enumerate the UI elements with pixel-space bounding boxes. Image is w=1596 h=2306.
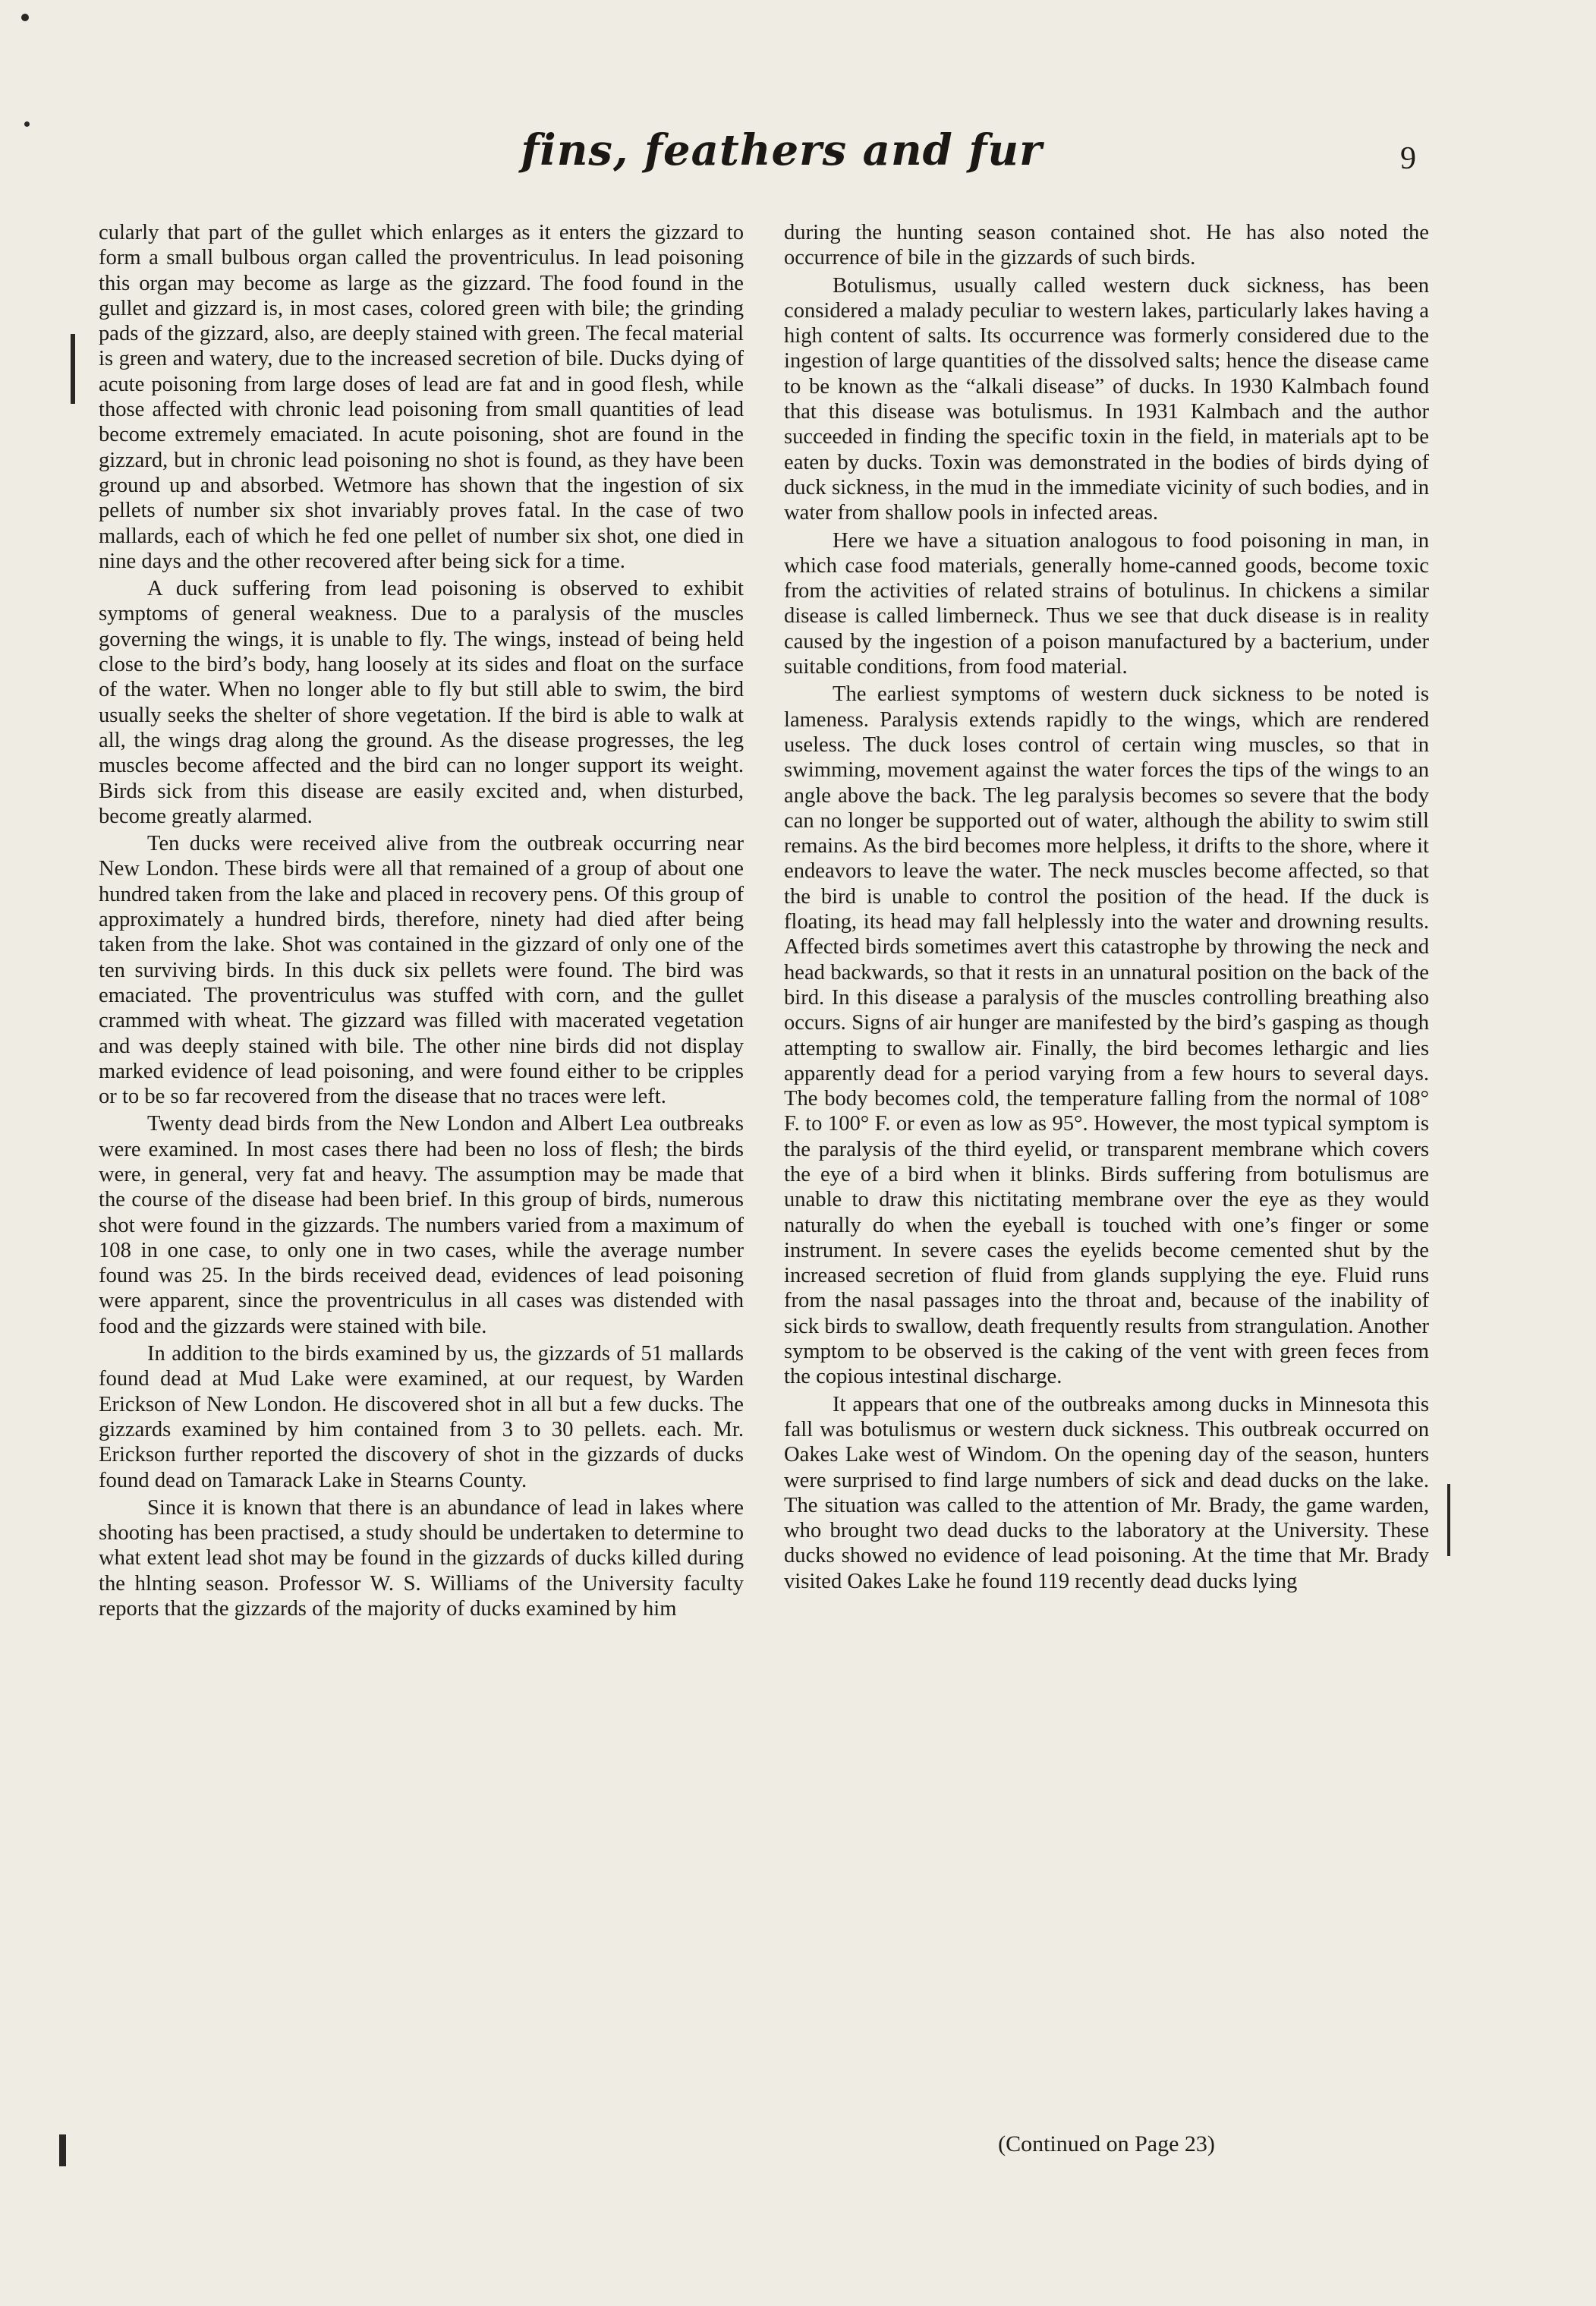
paragraph: Ten ducks were received alive from the outbreak occurring near New London. These birds were all that remained of a group of about one hundred taken from the lake and placed in recovery pens. Of this group of approximately a hundred birds, therefore, ninety had died after being taken from the lake. Shot was contained in the gizzard of only one of the ten surviving birds. In this duck six pellets were found. The bird was emaciated. The proventriculus was stuffed with corn, and the gullet crammed with wheat. The gizzard was filled with macerated vegetation and was deeply stained with bile. The other nine birds did not display marked evidence of lead poisoning, and were found either to be cripples or to be so far recovered from the disease that no traces were left. xyxy=(99,832,744,1109)
right-column xyxy=(784,220,1429,1596)
paragraph: The earliest symptoms of western duck sickness to be noted is lameness. Paralysis extends rapidly to the wings, which are rendered useless. The duck loses control of certain wing muscles, so that in swimming, movement against the water forces the tips of the wings to an angle above the back. The leg paralysis becomes so severe that the body can no longer be supported out of water, although the ability to swim still remains. As the bird becomes more helpless, it drifts to the shore, where it endeavors to leave the water. The neck muscles become affected, so that the bird is unable to control the position of the head. If the duck is floating, its head may fall helplessly into the water and drowning results. Affected birds sometimes avert this catastrophe by throwing the neck and head backwards, so that it rests in an unnatural position on the back of the bird. In this disease a paralysis of the muscles controlling breathing also occurs. Signs of air hunger are manifested by the bird’s gasping as though attempting to swallow air. Finally, the bird becomes lethargic and lies apparently dead for a period varying from a few hours to several days. The body becomes cold, the temperature falling from the normal of 108° F. to 100° F. or even as low as 95°. However, the most typical symptom is the paralysis of the third eyelid, or transparent membrane which covers the eye of a bird when it blinks. Birds suffering from botulismus are unable to draw this nictitating membrane over the eye as they would naturally do when the eyeball is touched with one’s finger or some instrument. In severe cases the eyelids become cemented shut by the increased secretion of fluid from glands supplying the eye. Fluid runs from the nasal passages into the throat and, because of the inability of sick birds to swallow, death frequently results from strangulation. Another symptom to be observed is the caking of the vent with green feces from the copious intestinal discharge. xyxy=(784,682,1429,1389)
paragraph: during the hunting season contained shot. He has also noted the occurrence of bile in the gizzards of such birds. xyxy=(784,221,1429,270)
left-column xyxy=(99,220,744,1624)
margin-mark xyxy=(1447,1484,1450,1556)
paragraph: Botulismus, usually called western duck sickness, has been considered a malady peculiar to western lakes, particularly lakes having a high content of salts. Its occurrence was formerly considered due to the ingestion of large quantities of the dissolved salts; hence the disease came to be known as the “alkali disease” of ducks. In 1930 Kalmbach found that this disease was botulismus. In 1931 Kalmbach and the author succeeded in finding the specific toxin in the field, in materials apt to be eaten by ducks. Toxin was demonstrated in the bodies of birds dying of duck sickness, in the mud in the immediate vicinity of such bodies, and in water from shallow pools in infected areas. xyxy=(784,273,1429,525)
margin-mark xyxy=(59,2134,66,2166)
continued-note: (Continued on Page 23) xyxy=(998,2131,1215,2156)
print-speck xyxy=(24,121,30,127)
paragraph: Twenty dead birds from the New London and Albert Lea outbreaks were examined. In most cases there had been no loss of flesh; the birds were, in general, very fat and heavy. The assumption may be made that the course of the disease had been brief. In this group of birds, numerous shot were found in the gizzards. The numbers varied from a maximum of 108 in one case, to only one in two cases, while the average number found was 25. In the birds received dead, evidences of lead poisoning were apparent, since the proventriculus in all cases was distended with food and the gizzards were stained with bile. xyxy=(99,1112,744,1338)
paragraph: It appears that one of the outbreaks among ducks in Minnesota this fall was botulismus or western duck sickness. This outbreak occurred on Oakes Lake west of Windom. On the opening day of the season, hunters were surprised to find large numbers of sick and dead ducks on the lake. The situation was called to the attention of Mr. Brady, the game warden, who brought two dead ducks to the laboratory at the University. These ducks showed no evidence of lead poisoning. At the time that Mr. Brady visited Oakes Lake he found 119 recently dead ducks lying xyxy=(784,1392,1429,1593)
masthead: fins, feathers and fur xyxy=(521,125,1043,175)
paragraph: Here we have a situation analogous to food poisoning in man, in which case food materials, generally home-canned goods, become toxic from the activities of related strains of botulinus. In chickens a similar disease is called limberneck. Thus we see that duck disease is in reality caused by the ingestion of a poison manufactured by a bacterium, under suitable conditions, from food material. xyxy=(784,528,1429,679)
page-number: 9 xyxy=(1400,141,1416,176)
paragraph: Since it is known that there is an abundance of lead in lakes where shooting has been practised, a study should be undertaken to determine to what extent lead shot may be found in the gizzards of ducks killed during the hlnting season. Professor W. S. Williams of the University faculty reports that the gizzards of the majority of ducks examined by him xyxy=(99,1495,744,1621)
print-speck xyxy=(21,14,29,21)
paragraph: cularly that part of the gullet which enlarges as it enters the gizzard to form a small bulbous organ called the proventriculus. In lead poisoning this organ may become as large as the gizzard. The food found in the gullet and gizzard is, in most cases, colored green with bile; the grinding pads of the gizzard, also, are deeply stained with green. The fecal material is green and watery, due to the increased secretion of bile. Ducks dying of acute poisoning from large doses of lead are fat and in good flesh, while those affected with chronic lead poisoning from small quantities of lead become extremely emaciated. In acute poisoning, shot are found in the gizzard, but in chronic lead poisoning no shot is found, as they have been ground up and absorbed. Wetmore has shown that the ingestion of six pellets of number six shot invariably proves fatal. In the case of two mallards, each of which he fed one pellet of number six shot, one died in nine days and the other recovered after being sick for a time. xyxy=(99,221,744,573)
margin-mark xyxy=(71,334,75,404)
paragraph: In addition to the birds examined by us, the gizzards of 51 mallards found dead at Mud Lake were examined, at our request, by Warden Erickson of New London. He discovered shot in all but a few ducks. The gizzards examined by him contained from 3 to 30 pellets. each. Mr. Erickson further reported the discovery of shot in the gizzards of ducks found dead on Tamarack Lake in Stearns County. xyxy=(99,1342,744,1492)
paragraph: A duck suffering from lead poisoning is observed to exhibit symptoms of general weakness. Due to a paralysis of the muscles governing the wings, it is unable to fly. The wings, instead of being held close to the bird’s body, hang loosely at its sides and float on the surface of the water. When no longer able to fly but still able to swim, the bird usually seeks the shelter of shore vegetation. If the bird is able to walk at all, the wings drag along the ground. As the disease progresses, the leg muscles become affected and the bird can no longer support its weight. Birds sick from this disease are easily excited and, when disturbed, become greatly alarmed. xyxy=(99,577,744,828)
